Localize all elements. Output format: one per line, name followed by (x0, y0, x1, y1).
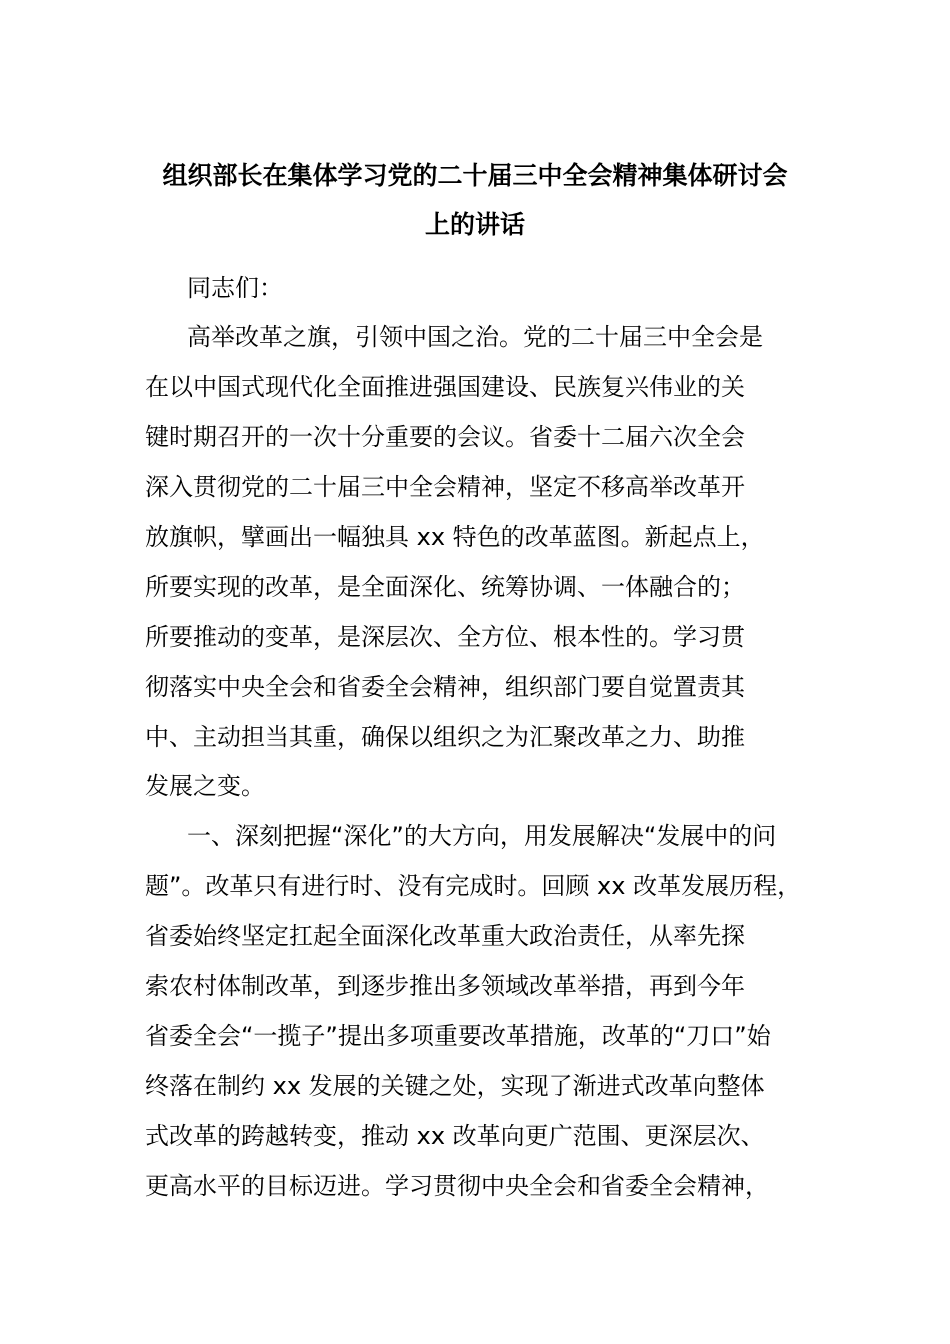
paragraph-2-line: 更高水平的目标迈进。学习贯彻中央全会和省委全会精神， (145, 1172, 769, 1200)
document-title-line-2: 上的讲话 (424, 210, 525, 239)
paragraph-1-line: 所要实现的改革，是全面深化、统筹协调、一体融合的； (145, 573, 745, 601)
document-title-line-1: 组织部长在集体学习党的二十届三中全会精神集体研讨会 (162, 161, 788, 190)
paragraph-1-line: 彻落实中央全会和省委全会精神，组织部门要自觉置责其 (145, 673, 745, 701)
paragraph-1-line: 发展之变。 (145, 772, 265, 800)
paragraph-2-line: 式改革的跨越转变，推动 xx 改革向更广范围、更深层次、 (145, 1122, 765, 1150)
paragraph-2-line: 省委全会“一揽子”提出多项重要改革措施，改革的“刀口”始 (145, 1022, 771, 1050)
paragraph-1-line: 在以中国式现代化全面推进强国建设、民族复兴伟业的关 (145, 373, 745, 401)
paragraph-1-line: 中、主动担当其重，确保以组织之为汇聚改革之力、助推 (145, 723, 745, 751)
paragraph-2-line: 一、深刻把握“深化”的大方向，用发展解决“发展中的问 (187, 822, 777, 850)
paragraph-1-line: 键时期召开的一次十分重要的会议。省委十二届六次全会 (145, 423, 745, 451)
paragraph-2-line: 省委始终坚定扛起全面深化改革重大政治责任，从率先探 (145, 922, 745, 950)
paragraph-2-line: 索农村体制改革，到逐步推出多领域改革举措，再到今年 (145, 972, 745, 1000)
salutation: 同志们： (187, 274, 283, 302)
paragraph-1-line: 深入贯彻党的二十届三中全会精神，坚定不移高举改革开 (145, 473, 745, 501)
paragraph-2-line: 终落在制约 xx 发展的关键之处，实现了渐进式改革向整体 (145, 1072, 765, 1100)
paragraph-2-line: 题”。改革只有进行时、没有完成时。回顾 xx 改革发展历程， (145, 872, 802, 900)
paragraph-1-line: 所要推动的变革，是深层次、全方位、根本性的。学习贯 (145, 623, 745, 651)
paragraph-1-line: 放旗帜，擘画出一幅独具 xx 特色的改革蓝图。新起点上， (145, 523, 765, 551)
paragraph-1-line: 高举改革之旗，引领中国之治。党的二十届三中全会是 (187, 323, 763, 351)
